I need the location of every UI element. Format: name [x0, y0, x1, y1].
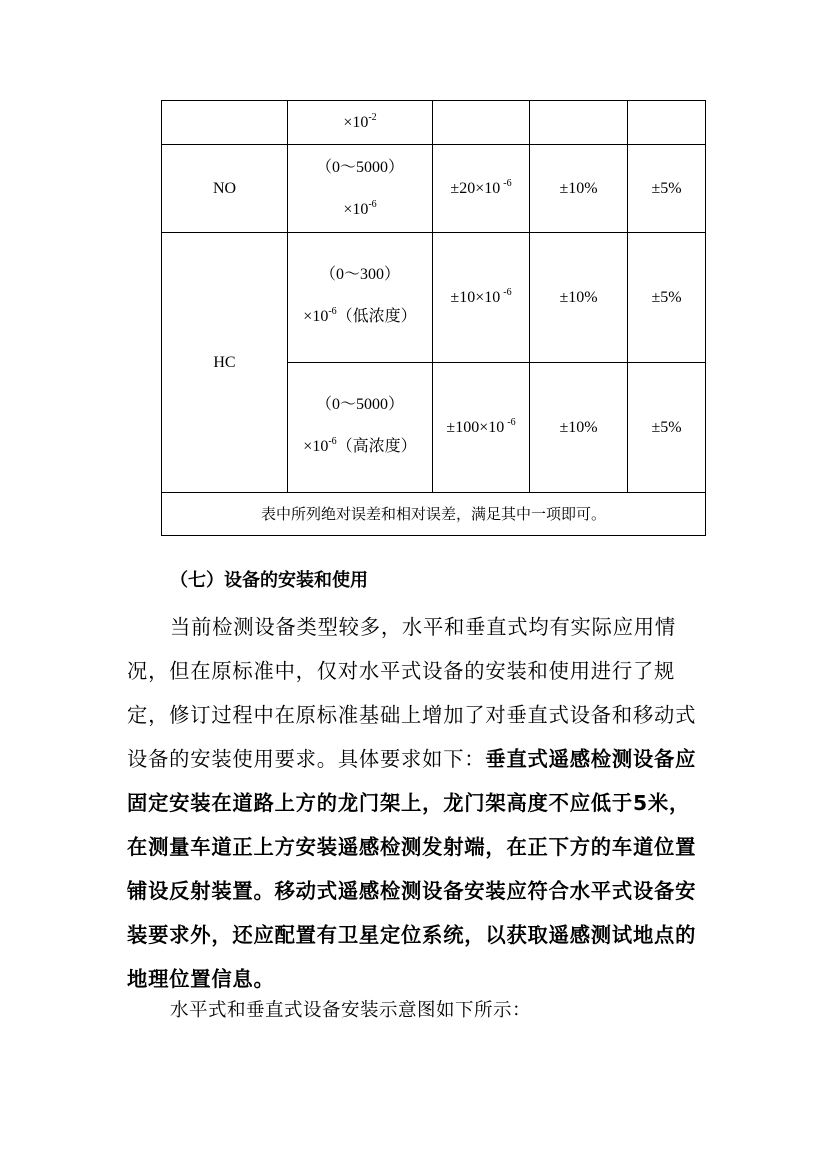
abs-error-cell: [433, 233, 530, 363]
abs-error-exponent: -6: [503, 177, 512, 189]
range-line2: [288, 189, 432, 231]
range-suffix: （高浓度）: [336, 437, 417, 455]
rel-error-cell: ±10%: [530, 363, 628, 493]
range-text: ×10: [343, 113, 369, 131]
abs-error-cell: [433, 363, 530, 493]
table-note: 表中所列绝对误差和相对误差，满足其中一项即可。: [162, 493, 706, 536]
range-line1: （0～300）: [319, 265, 400, 283]
range-text: ×10: [303, 307, 329, 325]
abs-error-exponent: -6: [507, 416, 516, 428]
range-cell: [288, 101, 433, 145]
paragraph-bold-text: 垂直式遥感检测设备应固定安装在道路上方的龙门架上，龙门架高度不应低于5米，在测量车道正上方安装遥感检测发射端，在正下方的车道位置铺设反射装置。移动式遥感检测设备安装应符合水平式设备安装要求外，还应配置有卫星定位系统，以获取遥感测试地点的地理位置信息。: [127, 747, 697, 991]
range-line2: [288, 296, 432, 338]
range-cell: [288, 145, 433, 233]
range-suffix: （低浓度）: [336, 307, 417, 325]
range-line1: （0～5000）: [315, 395, 404, 413]
repeat-cell: ±5%: [628, 363, 706, 493]
rel-error-cell: ±10%: [530, 233, 628, 363]
table-row: [162, 145, 706, 233]
abs-error-text: ±100×10: [446, 418, 505, 436]
abs-error-cell: [433, 145, 530, 233]
table-row: [162, 233, 706, 363]
range-exponent: -6: [368, 198, 377, 210]
abs-error-text: ±10×10: [450, 288, 501, 306]
range-exponent: -6: [328, 435, 337, 447]
range-text: ×10: [303, 437, 329, 455]
range-cell: [288, 363, 433, 493]
range-line1: （0～5000）: [315, 158, 404, 176]
gas-name-cell: HC: [162, 233, 288, 493]
range-text: ×10: [343, 200, 369, 218]
repeat-cell: [628, 101, 706, 145]
body-paragraph: [127, 605, 702, 1001]
abs-error-exponent: -6: [503, 286, 512, 298]
range-exponent: -6: [328, 305, 337, 317]
repeat-cell: ±5%: [628, 233, 706, 363]
table-row: [162, 493, 706, 536]
rel-error-cell: [530, 101, 628, 145]
abs-error-cell: [433, 101, 530, 145]
table-row: [162, 101, 706, 145]
figure-intro-text: 水平式和垂直式设备安装示意图如下所示：: [170, 1000, 532, 1021]
gas-name-cell: [162, 101, 288, 145]
range-exponent: -2: [368, 111, 377, 123]
range-line2: [288, 426, 432, 468]
section-heading: （七）设备的安装和使用: [170, 570, 368, 591]
repeat-cell: ±5%: [628, 145, 706, 233]
abs-error-text: ±20×10: [450, 179, 501, 197]
gas-name-cell: NO: [162, 145, 288, 233]
spec-table: [161, 100, 706, 536]
rel-error-cell: ±10%: [530, 145, 628, 233]
range-cell: [288, 233, 433, 363]
paragraph-text: 当前检测设备类型较多，水平和垂直式均有实际应用情况，但在原标准中，仅对水平式设备的安装和使用进行了规定，修订过程中在原标准基础上增加了对垂直式设备和移动式设备的安装使用要求。具体要求如下：: [127, 615, 697, 771]
